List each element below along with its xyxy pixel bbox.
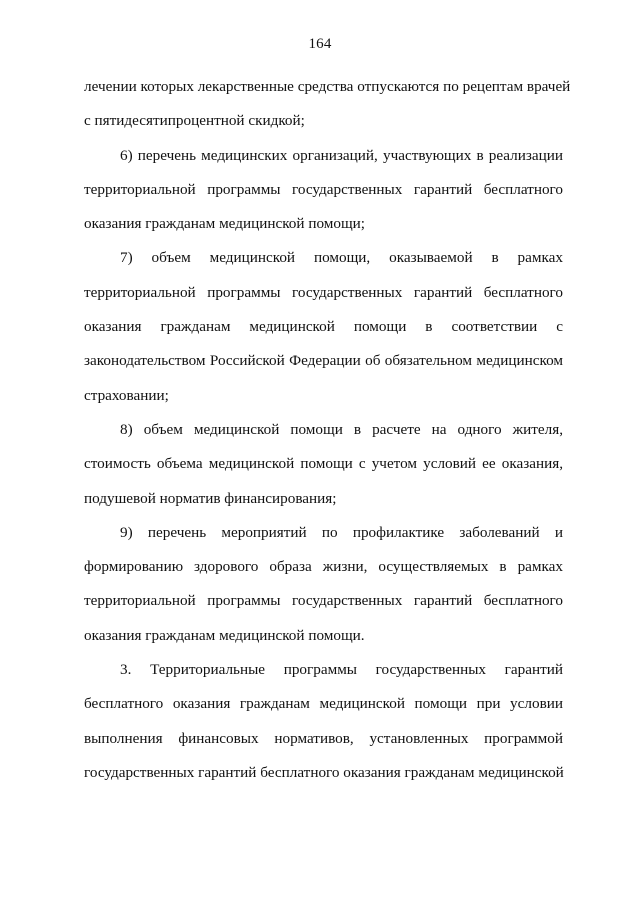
paragraph-continuation [84, 70, 571, 139]
paragraph-section-3 [84, 653, 563, 790]
text-line: 8) объем медицинской помощи в расчете на одного жителя, [120, 420, 563, 438]
text-line: территориальной программы государственных гарантий бесплатного [84, 180, 563, 198]
text-line: 6) перечень медицинских организаций, участвующих в реализации [120, 146, 563, 164]
text-line: подушевой норматив финансирования; [84, 489, 337, 507]
text-line: выполнения финансовых нормативов, установленных программой [84, 729, 563, 747]
text-line: лечении которых лекарственные средства отпускаются по рецептам врачей [84, 78, 571, 95]
paragraph-item-7 [84, 241, 563, 412]
text-line: оказания гражданам медицинской помощи; [84, 215, 365, 233]
text-line: формированию здорового образа жизни, осуществляемых в рамках [84, 558, 563, 576]
paragraph-item-8 [84, 413, 563, 516]
text-line: оказания гражданам медицинской помощи. [84, 626, 365, 644]
text-line: стоимость объема медицинской помощи с учетом условий ее оказания, [84, 455, 563, 473]
text-line: территориальной программы государственных гарантий бесплатного [84, 283, 563, 301]
text-line: 7) объем медицинской помощи, оказываемой в рамках [120, 249, 563, 267]
page-number: 164 [308, 36, 332, 52]
text-line: с пятидесятипроцентной скидкой; [84, 112, 305, 130]
text-line: бесплатного оказания гражданам медицинской помощи при условии [84, 695, 563, 713]
document-body [84, 70, 571, 790]
text-line: оказания гражданам медицинской помощи в соответствии с [84, 318, 563, 336]
text-line: 3. Территориальные программы государственных гарантий [120, 661, 563, 679]
text-line: законодательством Российской Федерации об обязательном медицинском [84, 352, 563, 370]
text-line: территориальной программы государственных гарантий бесплатного [84, 592, 563, 610]
paragraph-item-9 [84, 516, 563, 653]
text-line: государственных гарантий бесплатного оказания гражданам медицинской [84, 763, 564, 781]
paragraph-item-6 [84, 139, 563, 242]
text-line: 9) перечень мероприятий по профилактике заболеваний и [120, 523, 563, 541]
text-line: страховании; [84, 386, 169, 404]
